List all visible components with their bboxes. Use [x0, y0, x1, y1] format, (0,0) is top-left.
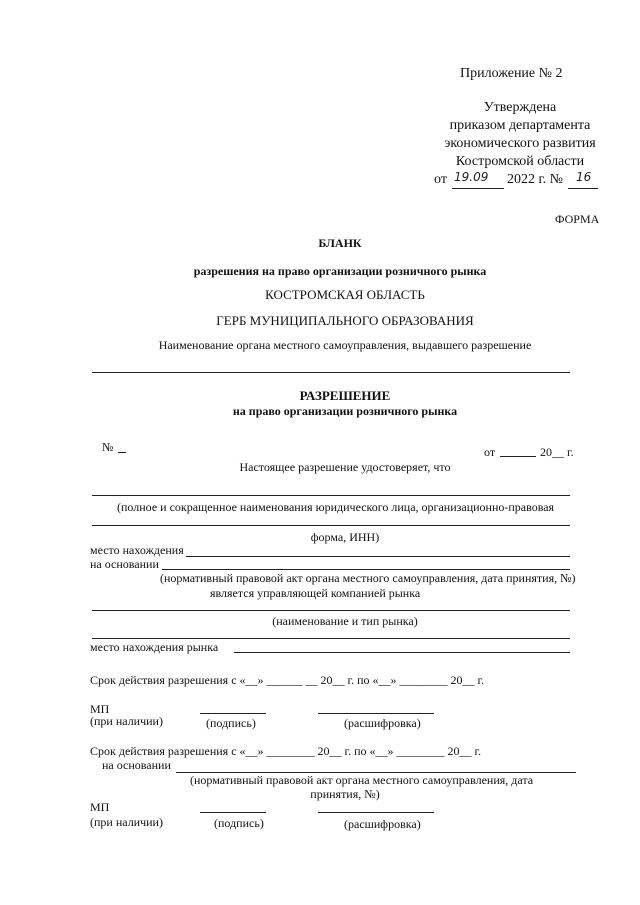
sign-1-signature-label: (подпись)	[206, 716, 256, 730]
market-location-line	[234, 652, 570, 653]
order-line-1: приказом департамента	[449, 118, 591, 133]
basis-line	[162, 569, 570, 570]
legal-entity-line-1	[92, 495, 570, 496]
location-line	[186, 556, 570, 557]
act-note: (нормативный правовой акт органа местного самоуправления, дата принятия, №)	[160, 571, 576, 585]
permit-date-from: от	[484, 445, 496, 459]
sign-2-mp: МП	[90, 800, 110, 814]
validity-2-act-note-2: принятия, №)	[310, 787, 380, 801]
order-date-underline	[452, 188, 504, 189]
order-line-3: Костромской области	[455, 154, 585, 169]
legal-entity-line-2	[92, 525, 570, 526]
location-label: место нахождения	[90, 543, 184, 557]
form-inn-note: форма, ИНН)	[310, 530, 380, 544]
market-extra-line	[92, 638, 570, 639]
permit-date-year: 20__ г.	[540, 445, 574, 459]
certifies-text: Настоящее разрешение удостоверяет, что	[239, 460, 451, 474]
coat-of-arms-placeholder: ГЕРБ МУНИЦИПАЛЬНОГО ОБРАЗОВАНИЯ	[216, 313, 474, 328]
approved-label: Утверждена	[483, 100, 557, 115]
order-year-number-label: 2022 г. №	[507, 172, 564, 187]
validity-1-text: Срок действия разрешения с «__» ______ __ 20__ г. по «__» ________ 20__ г.	[90, 673, 485, 687]
sign-2-if-any: (при наличии)	[90, 815, 163, 829]
sign-1-decoding-line	[318, 713, 434, 714]
form-label: ФОРМА	[555, 212, 600, 226]
validity-2-act-note-1: (нормативный правовой акт органа местного самоуправления, дата	[190, 773, 534, 787]
permit-number-label: №	[102, 440, 114, 454]
order-line-2: экономического развития	[444, 136, 596, 151]
sign-1-signature-line	[200, 713, 266, 714]
permit-subtitle: на право организации розничного рынка	[232, 404, 458, 418]
permit-number-line	[118, 452, 126, 453]
permit-title: РАЗРЕШЕНИЕ	[299, 388, 391, 403]
region-name: КОСТРОМСКАЯ ОБЛАСТЬ	[265, 287, 425, 302]
validity-2-text: Срок действия разрешения с «__» ________ 20__ г. по «__» ________ 20__ г.	[90, 744, 482, 758]
sign-1-decoding-label: (расшифровка)	[344, 716, 421, 730]
order-number-underline	[568, 188, 598, 189]
sign-2-decoding-label: (расшифровка)	[344, 817, 421, 831]
authority-name-label: Наименование органа местного самоуправления, выдавшего разрешение	[158, 338, 532, 352]
blank-title: БЛАНК	[318, 236, 362, 250]
validity-2-basis-label: на основании	[102, 758, 171, 772]
sign-1-if-any: (при наличии)	[90, 714, 163, 728]
market-name-line	[92, 610, 570, 611]
legal-entity-note: (полное и сокращенное наименования юридического лица, организационно-правовая	[117, 500, 555, 514]
order-date-prefix: от	[434, 172, 447, 187]
permit-date-line	[500, 456, 536, 457]
sign-2-signature-label: (подпись)	[214, 816, 264, 830]
authority-name-line	[92, 372, 570, 373]
market-type-note: (наименование и тип рынка)	[272, 614, 418, 628]
basis-label: на основании	[90, 557, 159, 571]
order-date-handwritten: 19.09	[454, 170, 489, 184]
sign-2-decoding-line	[318, 812, 434, 813]
managing-company-text: является управляющей компанией рынка	[210, 586, 421, 600]
blank-subtitle: разрешения на право организации розничного рынка	[193, 264, 487, 278]
sign-1-mp: МП	[90, 702, 110, 716]
sign-2-signature-line	[200, 812, 266, 813]
appendix-number: Приложение № 2	[460, 66, 563, 81]
order-number-handwritten: 16	[576, 170, 592, 184]
market-location-label: место нахождения рынка	[90, 640, 219, 654]
